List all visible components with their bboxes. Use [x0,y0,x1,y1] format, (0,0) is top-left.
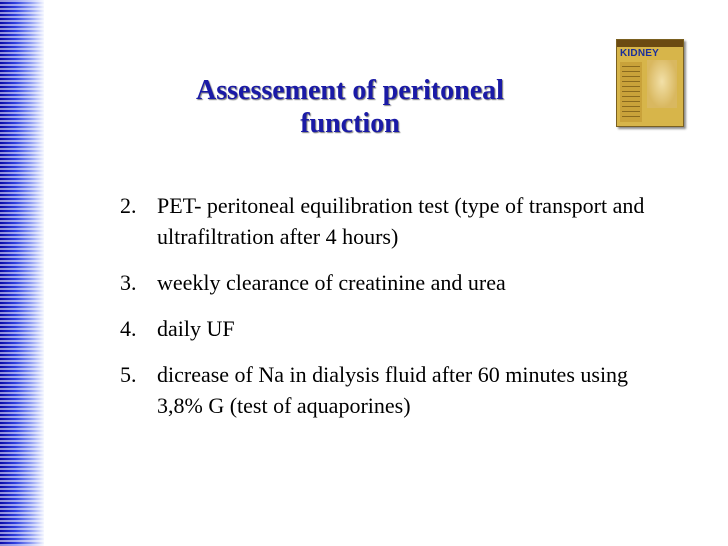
list-item [120,359,660,421]
list-item-text: weekly clearance of creatinine and urea [157,270,506,295]
book-cover-band [617,40,683,47]
book-cover-image [616,39,684,127]
list-item-text: dicrease of Na in dialysis fluid after 60 minutes using 3,8% G (test of aquaporines) [157,362,629,418]
list-item-number: 4. [120,316,137,341]
decorative-stripe [0,0,44,546]
list-item-number: 5. [120,362,137,387]
slide-title [150,74,550,140]
title-line-2: function [300,108,400,139]
book-cover-title: KIDNEY [620,48,659,59]
list-item [120,267,660,298]
list-item-number: 3. [120,270,137,295]
book-cover-text-lines [622,66,640,118]
list-item [120,313,660,344]
kidney-illustration-icon [647,60,677,108]
list-item-number: 2. [120,193,137,218]
list-item-text: daily UF [157,316,235,341]
numbered-list [120,190,660,436]
list-item [120,190,660,252]
list-item-text: PET- peritoneal equilibration test (type of transport and ultrafiltration after 4 hours) [157,193,645,249]
title-line-1: Assessement of peritoneal [196,75,504,106]
